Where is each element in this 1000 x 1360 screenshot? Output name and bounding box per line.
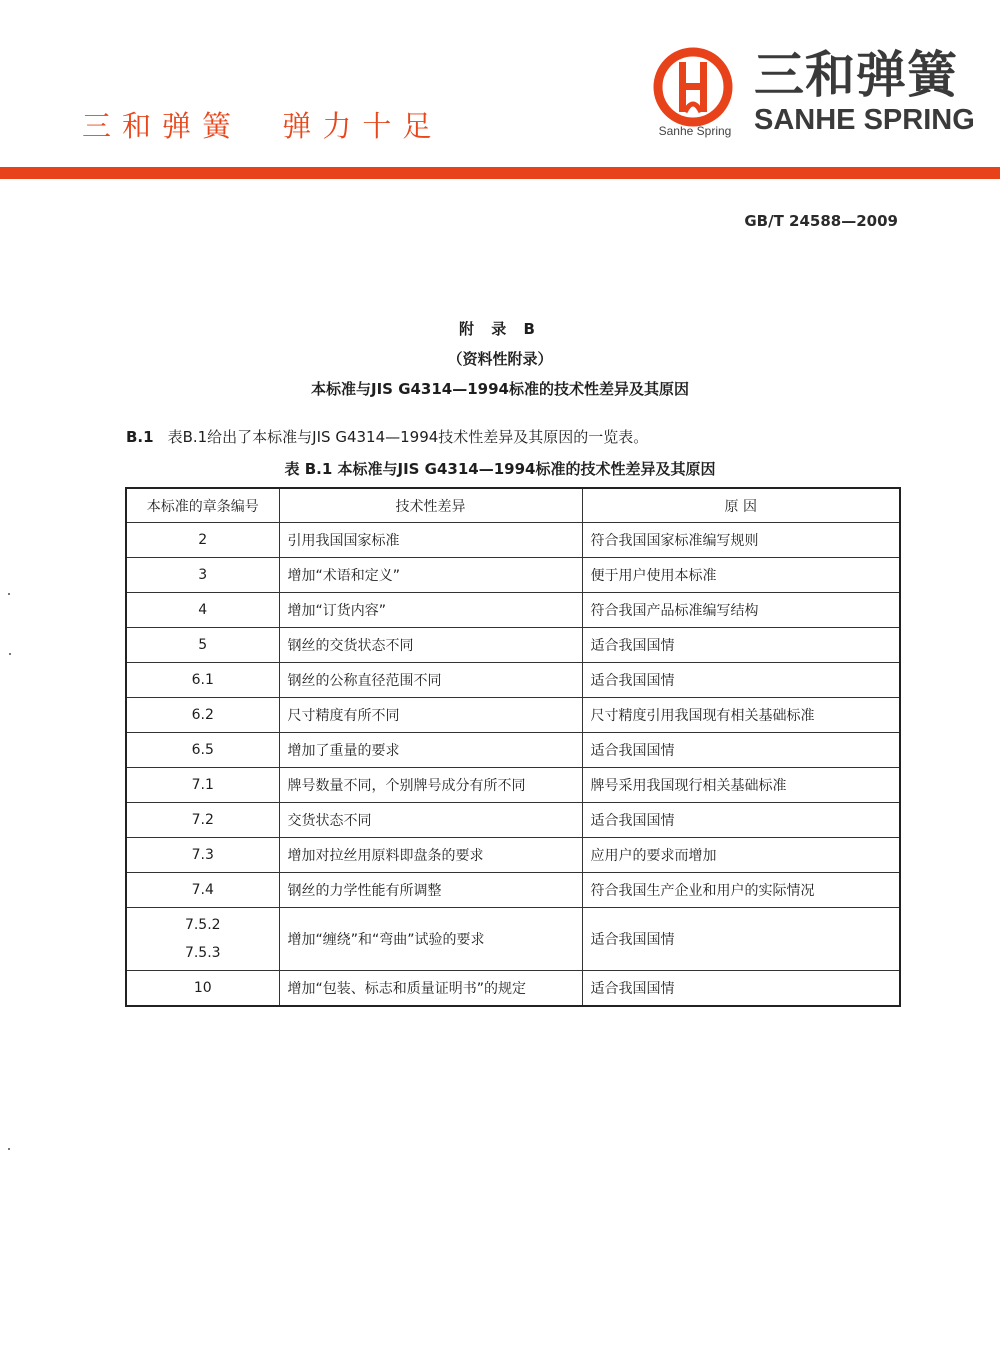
difference-cell: 增加对拉丝用原料即盘条的要求	[279, 838, 582, 873]
logo-english-name: SANHE SPRING	[754, 104, 975, 136]
difference-cell: 增加“缠绕”和“弯曲”试验的要求	[279, 908, 582, 971]
header-difference: 技术性差异	[279, 488, 582, 523]
difference-cell: 钢丝的交货状态不同	[279, 628, 582, 663]
clause-cell: 7.2	[126, 803, 279, 838]
table-row	[126, 971, 900, 1007]
difference-cell: 增加“包装、标志和质量证明书”的规定	[279, 971, 582, 1007]
intro-paragraph	[126, 426, 648, 447]
clause-cell	[126, 908, 279, 971]
reason-cell: 尺寸精度引用我国现有相关基础标准	[582, 698, 900, 733]
table-row	[126, 698, 900, 733]
slogan: 三和弹簧 弹力十足	[82, 109, 443, 143]
table-row	[126, 768, 900, 803]
difference-cell: 牌号数量不同，个别牌号成分有所不同	[279, 768, 582, 803]
scan-speck	[8, 593, 10, 595]
reason-cell: 适合我国国情	[582, 971, 900, 1007]
clause-cell: 7.3	[126, 838, 279, 873]
table-row	[126, 733, 900, 768]
table-row	[126, 593, 900, 628]
clause-cell: 6.5	[126, 733, 279, 768]
table-row	[126, 838, 900, 873]
difference-cell: 引用我国国家标准	[279, 523, 582, 558]
table-caption: 表 B.1 本标准与JIS G4314—1994标准的技术性差异及其原因	[284, 460, 716, 478]
reason-cell: 符合我国生产企业和用户的实际情况	[582, 873, 900, 908]
logo-subtitle: Sanhe Spring	[658, 124, 732, 138]
clause-cell: 3	[126, 558, 279, 593]
intro-clause-number: B.1	[126, 428, 154, 446]
difference-cell: 增加“订货内容”	[279, 593, 582, 628]
header-divider-bar	[0, 167, 1000, 179]
differences-table	[125, 487, 901, 1007]
difference-cell: 增加了重量的要求	[279, 733, 582, 768]
table-row	[126, 873, 900, 908]
difference-cell: 钢丝的公称直径范围不同	[279, 663, 582, 698]
table-row	[126, 908, 900, 971]
difference-cell: 钢丝的力学性能有所调整	[279, 873, 582, 908]
sanhe-logo-icon	[652, 46, 734, 128]
clause-cell: 5	[126, 628, 279, 663]
reason-cell: 适合我国国情	[582, 663, 900, 698]
reason-cell: 适合我国国情	[582, 628, 900, 663]
header-clause: 本标准的章条编号	[126, 488, 279, 523]
standard-number: GB/T 24588—2009	[744, 212, 898, 230]
clause-line: 7.5.2	[184, 917, 221, 933]
table-row	[126, 663, 900, 698]
table-header-row	[126, 488, 900, 523]
intro-text: 表B.1给出了本标准与JIS G4314—1994技术性差异及其原因的一览表。	[167, 428, 649, 446]
appendix-heading: 本标准与JIS G4314—1994标准的技术性差异及其原因	[311, 380, 689, 398]
reason-cell: 适合我国国情	[582, 803, 900, 838]
reason-cell: 便于用户使用本标准	[582, 558, 900, 593]
difference-cell: 交货状态不同	[279, 803, 582, 838]
scan-speck	[8, 1148, 10, 1150]
clause-cell: 6.2	[126, 698, 279, 733]
scan-speck	[9, 653, 11, 655]
appendix-type: （资料性附录）	[447, 350, 553, 368]
table-row	[126, 558, 900, 593]
clause-cell: 4	[126, 593, 279, 628]
reason-cell: 符合我国产品标准编写结构	[582, 593, 900, 628]
clause-cell: 6.1	[126, 663, 279, 698]
clause-cell: 7.1	[126, 768, 279, 803]
clause-cell: 7.4	[126, 873, 279, 908]
clause-line: 7.5.3	[184, 945, 221, 961]
reason-cell: 适合我国国情	[582, 908, 900, 971]
logo-chinese-name: 三和弹簧	[754, 46, 958, 104]
clause-cell: 2	[126, 523, 279, 558]
table-row	[126, 628, 900, 663]
reason-cell: 适合我国国情	[582, 733, 900, 768]
table-row	[126, 523, 900, 558]
reason-cell: 应用户的要求而增加	[582, 838, 900, 873]
header-reason: 原 因	[582, 488, 900, 523]
appendix-title: 附 录 B	[459, 320, 541, 338]
difference-cell: 增加“术语和定义”	[279, 558, 582, 593]
reason-cell: 牌号采用我国现行相关基础标准	[582, 768, 900, 803]
table-row	[126, 803, 900, 838]
clause-cell: 10	[126, 971, 279, 1007]
reason-cell: 符合我国国家标准编写规则	[582, 523, 900, 558]
difference-cell: 尺寸精度有所不同	[279, 698, 582, 733]
